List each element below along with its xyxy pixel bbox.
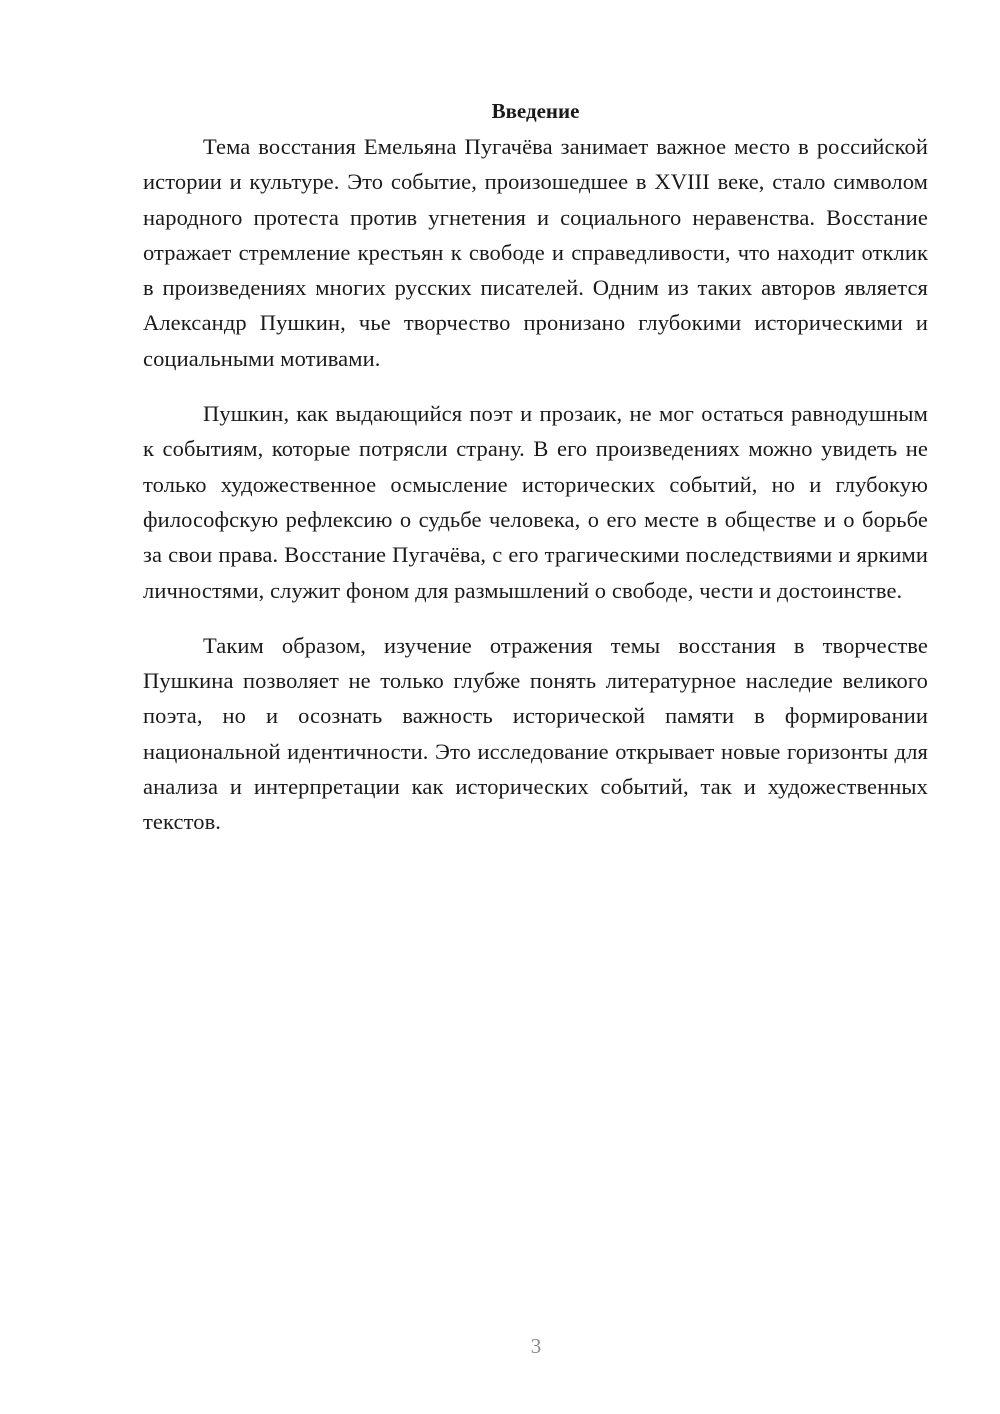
page-number: 3	[530, 1334, 542, 1358]
page-content	[143, 96, 928, 860]
paragraph-1: Тема восстания Емельяна Пугачёва занимает важное место в российской истории и культуре. Это событие, произошедшее в XVIII веке, стало символом народного протеста против угнетения и социального неравенства. Восстание отражает стремление крестьян к свободе и справедливости, что находит отклик в произведениях многих русских писателей. Одним из таких авторов является Александр Пушкин, чье творчество пронизано глубокими историческими и социальными мотивами.	[143, 134, 928, 371]
paragraph-3: Таким образом, изучение отражения темы восстания в творчестве Пушкина позволяет не только глубже понять литературное наследие великого поэта, но и осознать важность исторической памяти в формировании национальной идентичности. Это исследование открывает новые горизонты для анализа и интерпретации как исторических событий, так и художественных текстов.	[143, 632, 928, 835]
paragraph-2: Пушкин, как выдающийся поэт и прозаик, не мог остаться равнодушным к событиям, которые потрясли страну. В его произведениях можно увидеть не только художественное осмысление исторических событий, но и глубокую философскую рефлексию о судьбе человека, о его месте в обществе и о борьбе за свои права. Восстание Пугачёва, с его трагическими последствиями и яркими личностями, служит фоном для размышлений о свободе, чести и достоинстве.	[143, 401, 928, 603]
section-title: Введение	[491, 99, 580, 123]
